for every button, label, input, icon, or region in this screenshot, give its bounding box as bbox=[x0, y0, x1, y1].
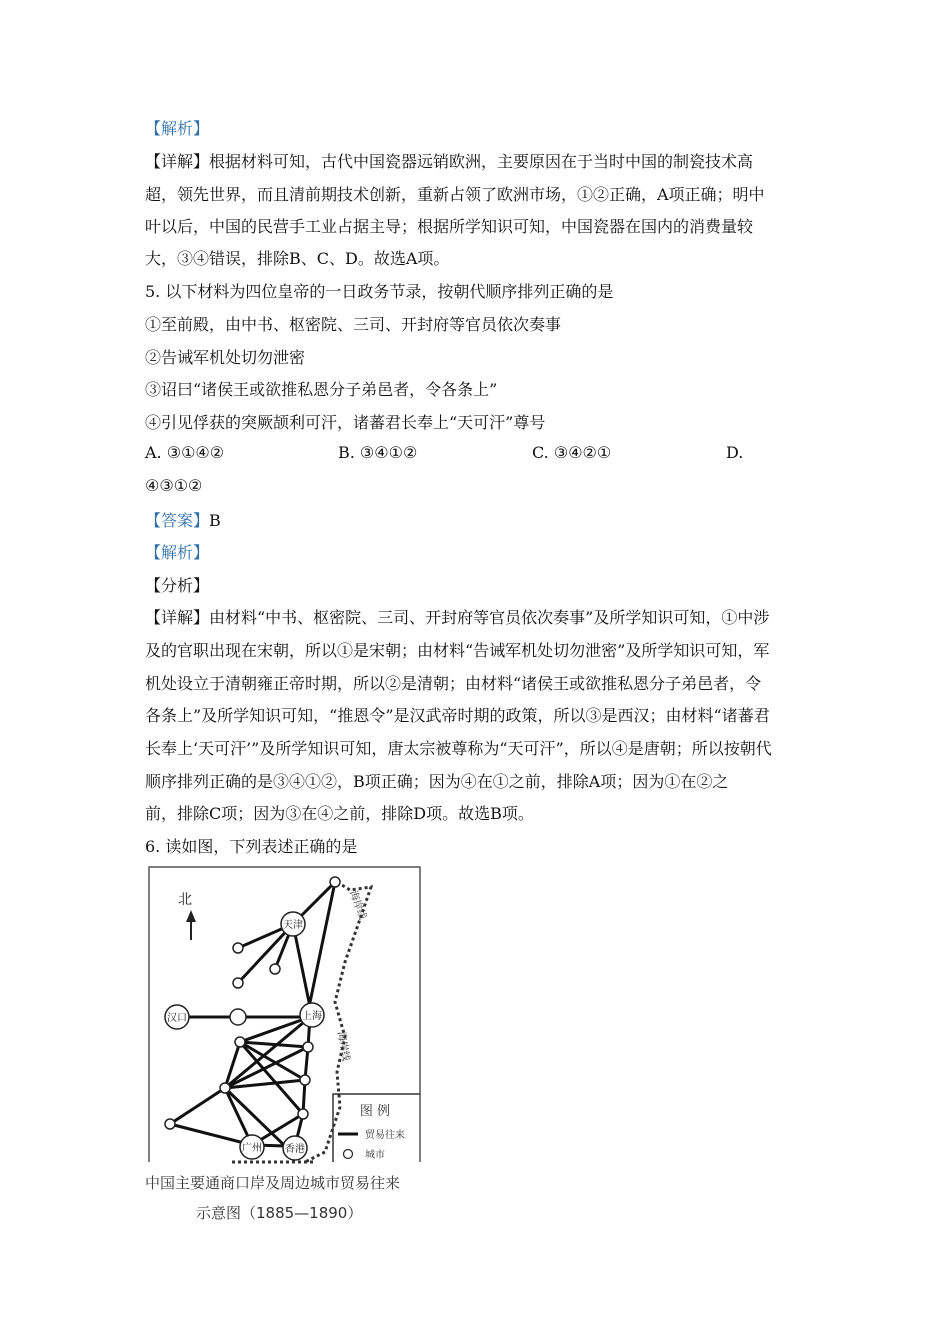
q5-xiangjie-line-4: 各条上”及所学知识可知，“推恩令”是汉武帝时期的政策，所以③是西汉；由材料“诸蕃君 bbox=[145, 706, 770, 725]
q5-option-d-label: D. bbox=[726, 443, 744, 462]
q5-xiangjie-line-2: 及的官职出现在宋朝，所以①是宋朝；由材料“告诫军机处切勿泄密”及所学知识可知，军 bbox=[145, 641, 770, 660]
q5-xiangjie-line-7: 前，排除C项；因为③在④之前，排除D项。故选B项。 bbox=[145, 804, 534, 823]
legend-trade-label: 贸易往来 bbox=[365, 1130, 405, 1141]
city-guangzhou-label: 广州 bbox=[242, 1143, 262, 1154]
city-shanghai-label: 上海 bbox=[302, 1011, 322, 1022]
q5-item-2: ②告诫军机处切勿泄密 bbox=[145, 348, 306, 367]
q5-item-1: ①至前殿，由中书、枢密院、三司、开封府等官员依次奏事 bbox=[145, 315, 562, 334]
legend-title: 图 例 bbox=[359, 1104, 391, 1119]
city-hongkong-label: 香港 bbox=[285, 1144, 305, 1155]
city-tianjin-label: 天津 bbox=[283, 920, 303, 931]
q5-answer bbox=[145, 508, 221, 531]
q6-stem: 6. 读如图，下列表述正确的是 bbox=[145, 837, 358, 856]
coast-label-2: 海岸线 bbox=[335, 1030, 352, 1063]
q5-answer-tag: 【答案】 bbox=[145, 511, 210, 530]
q4-xiangjie-line-2: 超，领先世界，而且清前期技术创新，重新占领了欧洲市场，①②正确，A项正确；明中 bbox=[145, 185, 765, 204]
legend-city-label: 城市 bbox=[365, 1150, 385, 1161]
north-label: 北 bbox=[178, 892, 192, 908]
q5-item-3: ③诏曰“诸侯王或欲推私恩分子弟邑者，令各条上” bbox=[145, 380, 498, 399]
q5-answer-value: B bbox=[209, 511, 221, 530]
q5-xiangjie-line-5: 长奉上‘天可汗’”及所学知识可知，唐太宗被尊称为“天可汗”，所以④是唐朝；所以按朝代 bbox=[145, 739, 772, 758]
q5-xiangjie-line-1: 【详解】由材料“中书、枢密院、三司、开封府等官员依次奏事”及所学知识可知，①中涉 bbox=[145, 608, 770, 627]
legend-city-icon bbox=[344, 1150, 353, 1159]
q4-xiangjie-line-4: 大，③④错误，排除B、C、D。故选A项。 bbox=[145, 249, 450, 268]
map-caption-line2: 示意图（1885—1890） bbox=[196, 1204, 363, 1222]
q5-jiexi-tag: 【解析】 bbox=[145, 543, 210, 562]
city-hankou-label: 汉口 bbox=[167, 1013, 187, 1024]
q5-option-c: C. ③④②① bbox=[532, 443, 612, 462]
map-caption-line1: 中国主要通商口岸及周边城市贸易往来 bbox=[145, 1174, 401, 1192]
q5-xiangjie-line-6: 顺序排列正确的是③④①②，B项正确；因为④在①之前，排除A项；因为①在②之 bbox=[145, 772, 729, 791]
coast-label-1: 海岸线 bbox=[347, 889, 368, 922]
q4-xiangjie-line-3: 叶以后，中国的民营手工业占据主导；根据所学知识可知，中国瓷器在国内的消费量较 bbox=[145, 217, 754, 236]
q5-item-4: ④引见俘获的突厥颉利可汗，诸蕃君长奉上“天可汗”尊号 bbox=[145, 413, 546, 432]
legend bbox=[333, 1094, 420, 1162]
q5-option-a: A. ③①④② bbox=[145, 443, 225, 462]
q5-xiangjie-line-3: 机处设立于清朝雍正帝时期，所以②是清朝；由材料“诸侯王或欲推私恩分子弟邑者，令 bbox=[145, 674, 762, 693]
trade-map bbox=[145, 862, 435, 1167]
q5-fenxi-tag: 【分析】 bbox=[145, 576, 210, 595]
q5-option-d-content: ④③①② bbox=[145, 476, 203, 495]
q4-jiexi-tag: 【解析】 bbox=[145, 119, 210, 138]
q5-stem: 5. 以下材料为四位皇帝的一日政务节录，按朝代顺序排列正确的是 bbox=[145, 282, 614, 301]
q4-xiangjie-line-1: 【详解】根据材料可知，古代中国瓷器远销欧洲，主要原因在于当时中国的制瓷技术高 bbox=[145, 152, 754, 171]
q5-option-b: B. ③④①② bbox=[338, 443, 418, 462]
